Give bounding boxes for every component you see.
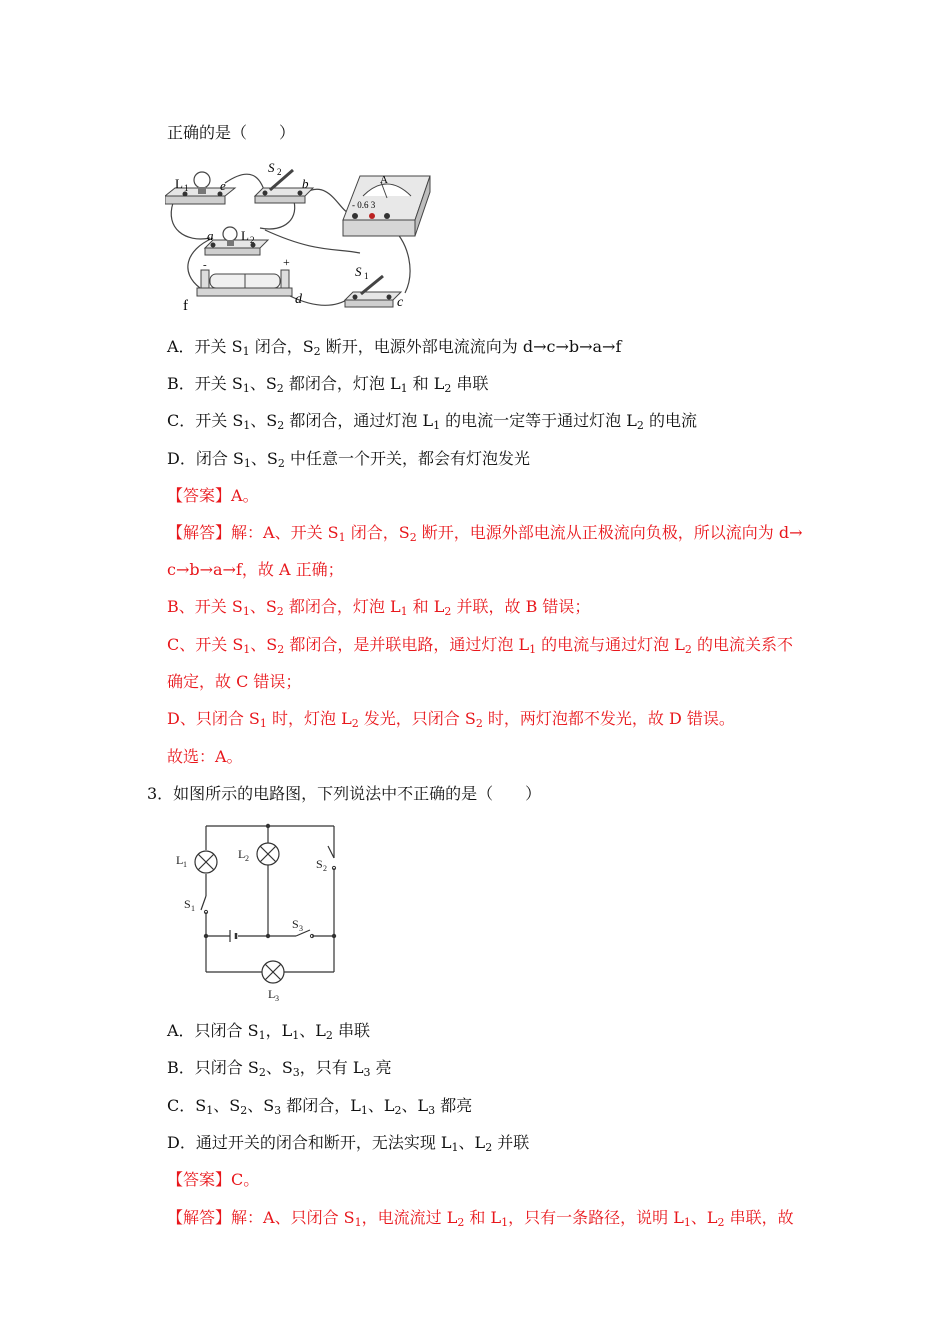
- svg-text:-: -: [203, 259, 207, 271]
- svg-text:e: e: [220, 178, 226, 193]
- q2-option-d: D．闭合 $S_1$、$S_2$ 中任意一个开关，都会有灯泡发光: [167, 449, 530, 470]
- q2-analysis-line-5: 确定，故 C 错误；: [167, 672, 302, 691]
- battery-board: [197, 270, 292, 296]
- q2-analysis-line-6: D、只闭合 $S_1$ 时，灯泡 $L_2$ 发光，只闭合 $S_2$ 时，两灯泡都不发光，故 D 错误。: [167, 709, 735, 730]
- svg-text:3: 3: [299, 924, 303, 933]
- svg-text:L: L: [241, 228, 249, 243]
- q3-option-d: D．通过开关的闭合和断开，无法实现 $L_1$、$L_2$ 并联: [167, 1133, 530, 1154]
- svg-text:L: L: [268, 987, 276, 1001]
- svg-text:2: 2: [277, 167, 282, 177]
- svg-text:S: S: [268, 160, 275, 175]
- question-3-circuit-schematic: [172, 818, 347, 1003]
- q2-label-l1: L: [175, 176, 183, 191]
- q2-option-a: A．开关 $S_1$ 闭合，$S_2$ 断开，电源外部电流流向为 d→c→b→a→f: [167, 337, 622, 358]
- svg-text:c: c: [397, 295, 404, 310]
- svg-text:1: 1: [191, 904, 195, 913]
- svg-text:L: L: [176, 853, 184, 867]
- svg-text:1: 1: [184, 183, 189, 193]
- svg-text:1: 1: [364, 271, 369, 281]
- q2-analysis-line-7: 故选：A。: [167, 747, 243, 766]
- q2-answer: 【答案】A。: [167, 486, 259, 505]
- q2-option-b: B．开关 $S_1$、$S_2$ 都闭合，灯泡 $L_1$ 和 $L_2$ 串联: [167, 374, 489, 395]
- svg-text:S: S: [355, 264, 362, 279]
- q2-analysis-line-2: c→b→a→f，故 A 正确；: [167, 560, 344, 579]
- svg-text:S: S: [292, 917, 299, 931]
- svg-text:A: A: [380, 174, 388, 186]
- svg-text:- 0.6 3: - 0.6 3: [352, 200, 376, 210]
- svg-text:S: S: [184, 897, 191, 911]
- svg-text:2: 2: [250, 235, 255, 245]
- svg-text:f: f: [183, 298, 188, 314]
- q3-option-b: B．只闭合 $S_2$、$S_3$，只有 $L_3$ 亮: [167, 1058, 392, 1079]
- bulb-l2-board: [205, 227, 268, 255]
- svg-text:2: 2: [245, 854, 249, 863]
- q2-analysis-line-3: B、开关 $S_1$、$S_2$ 都闭合，灯泡 $L_1$ 和 $L_2$ 并联，故 B 错误；: [167, 597, 591, 618]
- q3-option-a: A．只闭合 $S_1$，$L_1$、$L_2$ 串联: [167, 1021, 370, 1042]
- q2-analysis-line-1: 【解答】解：A、开关 $S_1$ 闭合，$S_2$ 断开，电源外部电流从正极流向负极，所以流向为 d→: [167, 523, 803, 544]
- svg-text:3: 3: [275, 994, 279, 1003]
- svg-text:2: 2: [323, 864, 327, 873]
- q3-answer: 【答案】C。: [167, 1170, 260, 1189]
- question-2-circuit-figure: [165, 158, 435, 318]
- svg-text:+: +: [283, 255, 290, 269]
- switch-s1-board: [345, 276, 401, 307]
- question-2-stem-tail: 正确的是（ ）: [167, 123, 296, 142]
- svg-text:d: d: [295, 292, 302, 307]
- q3-analysis-line-1: 【解答】解：A、只闭合 $S_1$，电流流过 $L_2$ 和 $L_1$，只有一条路径，说明 $L_1$、$L_2$ 串联，故: [167, 1208, 794, 1229]
- svg-text:S: S: [316, 857, 323, 871]
- q2-option-c: C．开关 $S_1$、$S_2$ 都闭合，通过灯泡 $L_1$ 的电流一定等于通过灯泡 $L_2$ 的电流: [167, 411, 697, 432]
- svg-text:L: L: [238, 847, 246, 861]
- question-3-stem: 3．如图所示的电路图，下列说法中不正确的是（ ）: [147, 784, 542, 803]
- svg-text:a: a: [207, 228, 214, 243]
- svg-text:1: 1: [183, 860, 187, 869]
- q2-analysis-line-4: C、开关 $S_1$、$S_2$ 都闭合，是并联电路，通过灯泡 $L_1$ 的电流与通过灯泡 $L_2$ 的电流关系不: [167, 635, 793, 656]
- q3-option-c: C．$S_1$、$S_2$、$S_3$ 都闭合，$L_1$、$L_2$、$L_3$ 都亮: [167, 1096, 473, 1117]
- svg-text:b: b: [302, 176, 309, 191]
